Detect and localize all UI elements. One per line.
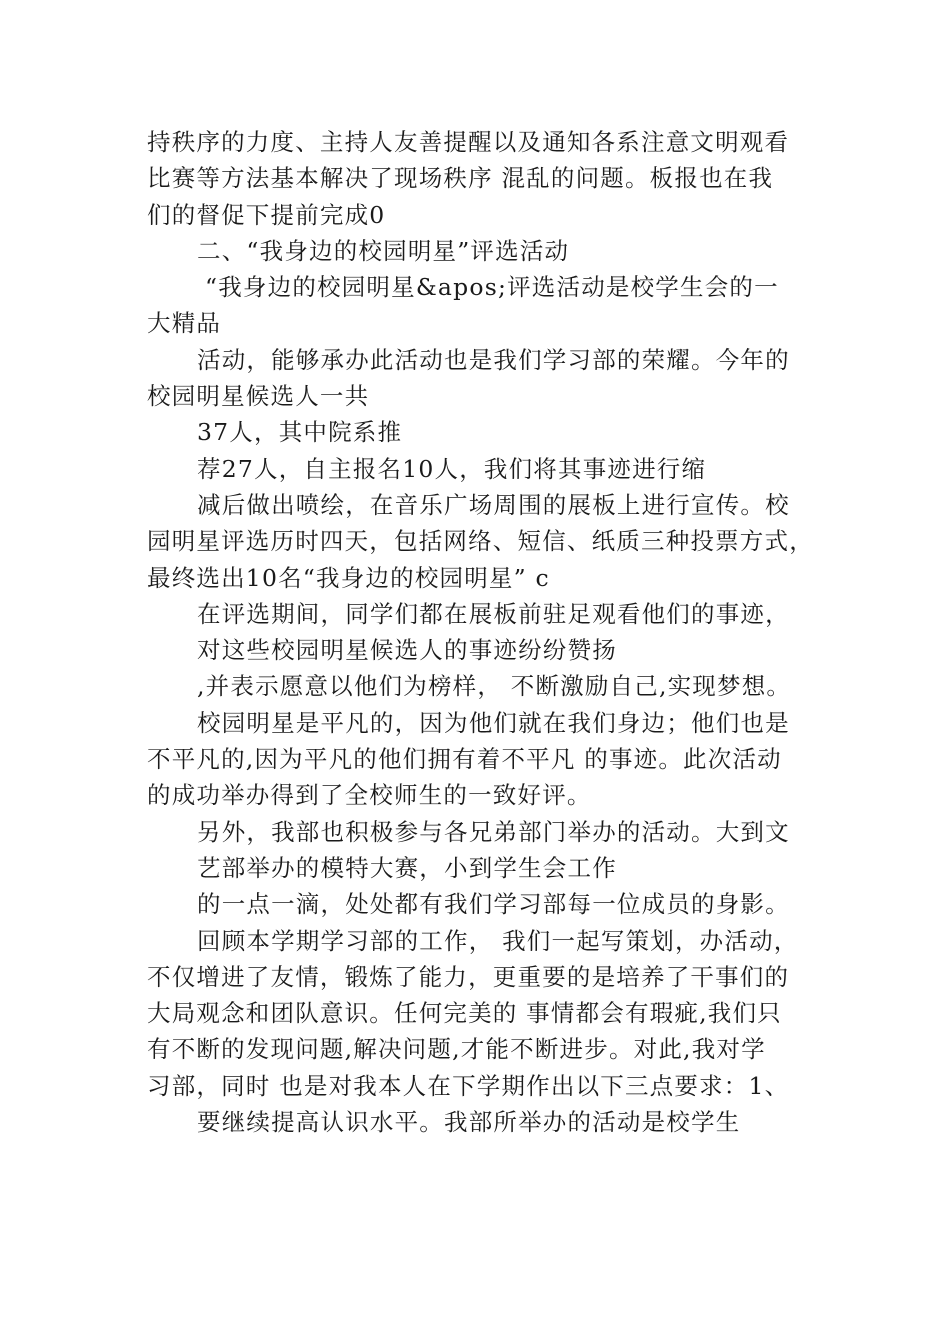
text-line: 比赛等方法基本解决了现场秩序 混乱的问题。板报也在我 <box>147 164 774 193</box>
text-line: 37人，其中院系推 <box>197 418 403 447</box>
text-line: 在评选期间，同学们都在展板前驻足观看他们的事迹， <box>197 599 790 628</box>
text-line: 大精品 <box>147 309 222 338</box>
text-line: 校园明星候选人一共 <box>147 382 370 411</box>
text-line: ,并表示愿意以他们为榜样， 不断激励自己,实现梦想。 <box>197 672 792 701</box>
text-line: 不仅增进了友情，锻炼了能力，更重要的是培养了干事们的 <box>147 962 790 991</box>
text-line: 荐27人，自主报名10人，我们将其事迹进行缩 <box>197 454 707 483</box>
text-line: 习部，同时 也是对我本人在下学期作出以下三点要求：1、 <box>147 1071 790 1100</box>
text-line: 艺部举办的模特大赛，小到学生会工作 <box>197 853 617 882</box>
text-line: 另外，我部也积极参与各兄弟部门举办的活动。大到文 <box>197 817 790 846</box>
text-line: 活动，能够承办此活动也是我们学习部的荣耀。今年的 <box>197 345 790 374</box>
text-line: 们的督促下提前完成0 <box>147 200 386 229</box>
text-line: 有不断的发现问题,解决问题,才能不断进步。对此,我对学 <box>147 1035 766 1064</box>
text-line: 要继续提高认识水平。我部所举办的活动是校学生 <box>197 1108 741 1137</box>
text-line: “我身边的校园明星&apos;评选活动是校学生会的一 <box>205 273 779 302</box>
text-line: 不平凡的,因为平凡的他们拥有着不平凡 的事迹。此次活动 <box>147 745 782 774</box>
text-line: 持秩序的力度、主持人友善提醒以及通知各系注意文明观看 <box>147 128 790 156</box>
text-line: 对这些校园明星候选人的事迹纷纷赞扬 <box>197 636 617 665</box>
text-line: 园明星评选历时四天，包括网络、短信、纸质三种投票方式， <box>147 527 814 556</box>
text-line: 大局观念和团队意识。任何完美的 事情都会有瑕疵,我们只 <box>147 999 782 1028</box>
document-body <box>147 124 817 1140</box>
text-line: 校园明星是平凡的，因为他们就在我们身边；他们也是 <box>197 708 790 737</box>
text-line: 减后做出喷绘，在音乐广场周围的展板上进行宣传。校 <box>197 490 790 519</box>
text-line: 最终选出10名“我身边的校园明星” c <box>147 563 550 592</box>
text-line: 的一点一滴，处处都有我们学习部每一位成员的身影。 <box>197 890 790 919</box>
text-line: 回顾本学期学习部的工作， 我们一起写策划，办活动， <box>197 926 799 955</box>
section-heading: 二、“我身边的校园明星”评选活动 <box>197 236 570 265</box>
text-line: 的成功举办得到了全校师生的一致好评。 <box>147 781 592 810</box>
